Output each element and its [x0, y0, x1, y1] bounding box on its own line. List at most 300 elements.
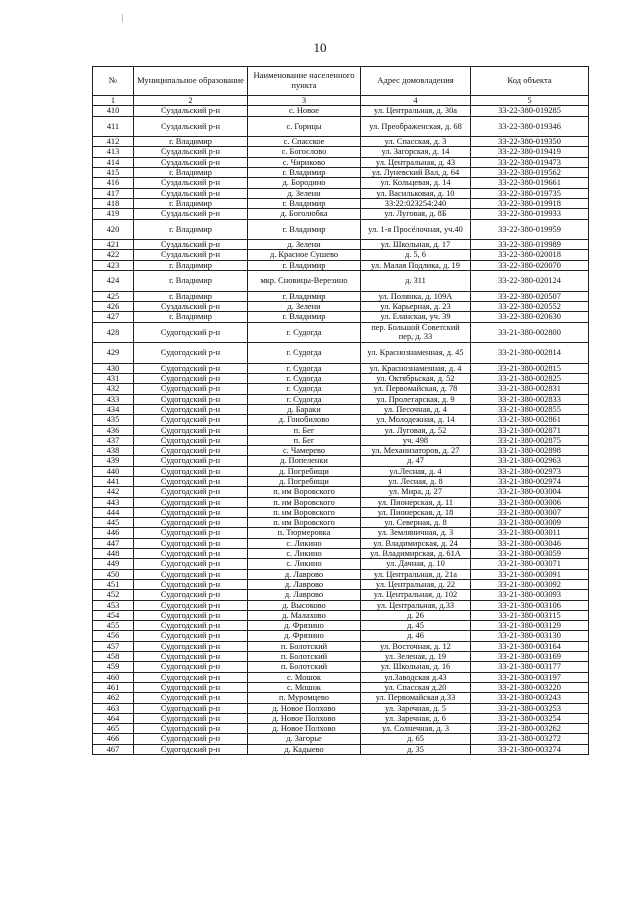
row-settlement: д. Кадыево — [248, 744, 361, 754]
row-number: 413 — [93, 147, 134, 157]
row-address: ул. Школьная, д. 16 — [361, 662, 471, 672]
row-settlement: п. им Воровского — [248, 497, 361, 507]
row-number: 416 — [93, 178, 134, 188]
row-settlement: д. Зелени — [248, 240, 361, 250]
row-object-code: 33-21-380-003130 — [471, 631, 589, 641]
row-settlement: с. Горицы — [248, 116, 361, 137]
row-number: 463 — [93, 703, 134, 713]
column-number: 3 — [248, 96, 361, 106]
row-municipality: Судогодский р-н — [134, 384, 248, 394]
row-municipality: Судогодский р-н — [134, 446, 248, 456]
row-settlement: п. Бег — [248, 425, 361, 435]
column-number: 4 — [361, 96, 471, 106]
row-address: пер. Большой Советский пер, д. 33 — [361, 322, 471, 343]
row-address: ул.Заводская д.43 — [361, 672, 471, 682]
row-object-code: 33-21-380-003046 — [471, 538, 589, 548]
row-address: ул. Центральная, д. 102 — [361, 590, 471, 600]
row-number: 412 — [93, 137, 134, 147]
row-municipality: Судогодский р-н — [134, 528, 248, 538]
row-number: 433 — [93, 394, 134, 404]
row-address: ул. Загорская, д. 14 — [361, 147, 471, 157]
registry-table — [92, 66, 589, 755]
row-object-code: 33-21-380-003009 — [471, 518, 589, 528]
row-municipality: Судогодский р-н — [134, 435, 248, 445]
row-address: ул. Первомайская, д. 78 — [361, 384, 471, 394]
row-number: 457 — [93, 641, 134, 651]
row-settlement: г. Судогда — [248, 384, 361, 394]
row-settlement: д. Красное Сушево — [248, 250, 361, 260]
row-address: ул. Еланская, уч. 39 — [361, 312, 471, 322]
table-row — [93, 559, 589, 569]
row-address: ул. Центральная, д. 21а — [361, 569, 471, 579]
row-object-code: 33-21-380-003262 — [471, 724, 589, 734]
row-address: ул. Луневский Вал, д. 64 — [361, 168, 471, 178]
row-municipality: г. Владимир — [134, 219, 248, 240]
row-settlement: п. Болотский — [248, 641, 361, 651]
row-address: ул. Спасская д.20 — [361, 682, 471, 692]
row-object-code: 33-21-380-003007 — [471, 507, 589, 517]
table-header — [93, 67, 589, 106]
row-settlement: д. Фрязино — [248, 621, 361, 631]
row-municipality: г. Владимир — [134, 260, 248, 270]
row-settlement: д. Зелени — [248, 301, 361, 311]
row-settlement: д. Погребищи — [248, 466, 361, 476]
row-address: 33:22:023254:240 — [361, 198, 471, 208]
table-row — [93, 116, 589, 137]
row-settlement: г. Владимир — [248, 168, 361, 178]
row-number: 429 — [93, 343, 134, 364]
row-object-code: 33-22-380-019473 — [471, 157, 589, 167]
row-object-code: 33-22-380-019661 — [471, 178, 589, 188]
row-settlement: г. Владимир — [248, 291, 361, 301]
row-municipality: Судогодский р-н — [134, 507, 248, 517]
row-settlement: д. Бородино — [248, 178, 361, 188]
table-row — [93, 157, 589, 167]
row-object-code: 33-21-380-002973 — [471, 466, 589, 476]
row-address: ул. Центральная, д.33 — [361, 600, 471, 610]
row-settlement: п. им Воровского — [248, 487, 361, 497]
row-number: 449 — [93, 559, 134, 569]
row-object-code: 33-21-380-003106 — [471, 600, 589, 610]
row-settlement: г. Владимир — [248, 219, 361, 240]
row-settlement: с. Чамерево — [248, 446, 361, 456]
row-municipality: Суздальский р-н — [134, 250, 248, 260]
row-number: 431 — [93, 374, 134, 384]
row-address: ул. Солнечная, д. 3 — [361, 724, 471, 734]
row-address: д. 65 — [361, 734, 471, 744]
row-municipality: Суздальский р-н — [134, 301, 248, 311]
row-address: ул. Владимирская, д. 24 — [361, 538, 471, 548]
row-municipality: Судогодский р-н — [134, 569, 248, 579]
row-address: д. 5, 6 — [361, 250, 471, 260]
row-address: ул. Молодежная, д. 14 — [361, 415, 471, 425]
table-row — [93, 404, 589, 414]
table-row — [93, 137, 589, 147]
row-number: 426 — [93, 301, 134, 311]
table-row — [93, 168, 589, 178]
row-object-code: 33-21-380-003129 — [471, 621, 589, 631]
row-municipality: Судогодский р-н — [134, 641, 248, 651]
row-municipality: Суздальский р-н — [134, 178, 248, 188]
row-object-code: 33-22-380-019346 — [471, 116, 589, 137]
row-object-code: 33-21-380-003272 — [471, 734, 589, 744]
table-row — [93, 713, 589, 723]
table-row — [93, 106, 589, 116]
row-object-code: 33-21-380-003093 — [471, 590, 589, 600]
row-object-code: 33-21-380-003274 — [471, 744, 589, 754]
row-object-code: 33-22-380-019989 — [471, 240, 589, 250]
row-object-code: 33-21-380-002855 — [471, 404, 589, 414]
row-number: 445 — [93, 518, 134, 528]
column-number: 2 — [134, 96, 248, 106]
row-number: 464 — [93, 713, 134, 723]
row-municipality: Суздальский р-н — [134, 188, 248, 198]
row-address: ул. Заречная, д. 6 — [361, 713, 471, 723]
table-row — [93, 476, 589, 486]
table-row — [93, 425, 589, 435]
row-number: 446 — [93, 528, 134, 538]
header-number: № — [93, 67, 134, 96]
row-number: 411 — [93, 116, 134, 137]
row-number: 434 — [93, 404, 134, 414]
row-address: уч. 498 — [361, 435, 471, 445]
row-object-code: 33-21-380-003004 — [471, 487, 589, 497]
row-municipality: г. Владимир — [134, 271, 248, 292]
table-row — [93, 322, 589, 343]
row-address: д. 311 — [361, 271, 471, 292]
row-settlement: п. Тюрмеровка — [248, 528, 361, 538]
row-settlement: д. Лаврово — [248, 579, 361, 589]
table-row — [93, 250, 589, 260]
row-number: 415 — [93, 168, 134, 178]
row-settlement: д. Малахово — [248, 610, 361, 620]
table-row — [93, 291, 589, 301]
row-number: 421 — [93, 240, 134, 250]
row-number: 423 — [93, 260, 134, 270]
table-row — [93, 188, 589, 198]
table-row — [93, 178, 589, 188]
row-settlement: с. Ликино — [248, 559, 361, 569]
row-object-code: 33-21-380-002833 — [471, 394, 589, 404]
row-number: 451 — [93, 579, 134, 589]
row-municipality: Суздальский р-н — [134, 147, 248, 157]
row-municipality: Судогодский р-н — [134, 518, 248, 528]
row-address: ул. Школьная, д. 17 — [361, 240, 471, 250]
row-address: ул. Пионерская, д. 11 — [361, 497, 471, 507]
row-settlement: с. Спасское — [248, 137, 361, 147]
table-row — [93, 219, 589, 240]
row-municipality: Судогодский р-н — [134, 703, 248, 713]
row-settlement: д. Лаврово — [248, 590, 361, 600]
row-object-code: 33-21-380-003220 — [471, 682, 589, 692]
row-object-code: 33-22-380-019918 — [471, 198, 589, 208]
row-address: ул. Центральная, д. 43 — [361, 157, 471, 167]
row-settlement: п. Болотский — [248, 652, 361, 662]
row-number: 466 — [93, 734, 134, 744]
table-row — [93, 487, 589, 497]
table-row — [93, 724, 589, 734]
row-number: 447 — [93, 538, 134, 548]
table-row — [93, 374, 589, 384]
row-object-code: 33-22-380-019735 — [471, 188, 589, 198]
row-number: 419 — [93, 209, 134, 219]
row-object-code: 33-21-380-003164 — [471, 641, 589, 651]
table-row — [93, 147, 589, 157]
row-number: 438 — [93, 446, 134, 456]
row-object-code: 33-21-380-002963 — [471, 456, 589, 466]
row-number: 440 — [93, 466, 134, 476]
row-address: ул.Лесная, д. 4 — [361, 466, 471, 476]
row-number: 462 — [93, 693, 134, 703]
row-object-code: 33-21-380-003006 — [471, 497, 589, 507]
row-municipality: г. Владимир — [134, 168, 248, 178]
table-row — [93, 693, 589, 703]
row-object-code: 33-22-380-020630 — [471, 312, 589, 322]
row-settlement: п. Бег — [248, 435, 361, 445]
row-address: ул. Пролетарская, д. 9 — [361, 394, 471, 404]
header-municipality: Муниципальное образование — [134, 67, 248, 96]
row-municipality: Судогодский р-н — [134, 343, 248, 364]
row-address: д. 26 — [361, 610, 471, 620]
row-municipality: Судогодский р-н — [134, 363, 248, 373]
table-row — [93, 446, 589, 456]
row-address: д. 35 — [361, 744, 471, 754]
table-row — [93, 466, 589, 476]
row-number: 418 — [93, 198, 134, 208]
row-address: ул. Лесная, д. 8 — [361, 476, 471, 486]
row-municipality: Судогодский р-н — [134, 744, 248, 754]
row-municipality: Судогодский р-н — [134, 610, 248, 620]
table-row — [93, 641, 589, 651]
table-row — [93, 435, 589, 445]
row-number: 459 — [93, 662, 134, 672]
table-body — [93, 106, 589, 755]
row-address: ул. Северная, д. 8 — [361, 518, 471, 528]
table-row — [93, 240, 589, 250]
row-number: 414 — [93, 157, 134, 167]
row-object-code: 33-22-380-019562 — [471, 168, 589, 178]
row-municipality: Судогодский р-н — [134, 590, 248, 600]
table-row — [93, 363, 589, 373]
row-settlement: с. Богослово — [248, 147, 361, 157]
table-row — [93, 538, 589, 548]
row-settlement: д. Гонобилово — [248, 415, 361, 425]
row-settlement: г. Владимир — [248, 260, 361, 270]
row-address: д. 45 — [361, 621, 471, 631]
row-object-code: 33-21-380-003197 — [471, 672, 589, 682]
column-number: 1 — [93, 96, 134, 106]
row-municipality: Судогодский р-н — [134, 631, 248, 641]
row-object-code: 33-21-380-002974 — [471, 476, 589, 486]
row-address: ул. Земляничная, д. 3 — [361, 528, 471, 538]
header-address: Адрес домовладения — [361, 67, 471, 96]
row-number: 430 — [93, 363, 134, 373]
row-number: 427 — [93, 312, 134, 322]
row-municipality: Суздальский р-н — [134, 106, 248, 116]
table-row — [93, 672, 589, 682]
table-row — [93, 312, 589, 322]
row-object-code: 33-21-380-002871 — [471, 425, 589, 435]
row-municipality: Судогодский р-н — [134, 466, 248, 476]
row-settlement: г. Судогда — [248, 374, 361, 384]
row-settlement: г. Судогда — [248, 363, 361, 373]
row-number: 410 — [93, 106, 134, 116]
row-address: ул. Центральная, д. 30а — [361, 106, 471, 116]
row-number: 422 — [93, 250, 134, 260]
row-address: ул. Краснознаменная, д. 4 — [361, 363, 471, 373]
row-number: 467 — [93, 744, 134, 754]
scan-margin-mark — [122, 14, 123, 22]
row-object-code: 33-21-380-002861 — [471, 415, 589, 425]
row-number: 424 — [93, 271, 134, 292]
row-number: 441 — [93, 476, 134, 486]
column-number: 5 — [471, 96, 589, 106]
row-settlement: с. Ликино — [248, 538, 361, 548]
table-row — [93, 271, 589, 292]
row-settlement: г. Судогда — [248, 322, 361, 343]
row-settlement: г. Судогда — [248, 394, 361, 404]
row-object-code: 33-21-380-003059 — [471, 549, 589, 559]
row-object-code: 33-22-380-019350 — [471, 137, 589, 147]
header-settlement: Наименование населенного пункта — [248, 67, 361, 96]
table-row — [93, 456, 589, 466]
row-municipality: Суздальский р-н — [134, 116, 248, 137]
row-number: 428 — [93, 322, 134, 343]
table-row — [93, 518, 589, 528]
row-settlement: д. Загорье — [248, 734, 361, 744]
row-number: 437 — [93, 435, 134, 445]
row-address: ул. Заречная, д. 5 — [361, 703, 471, 713]
table-row — [93, 631, 589, 641]
table-row — [93, 394, 589, 404]
row-municipality: Суздальский р-н — [134, 240, 248, 250]
row-address: ул. Центральная, д. 22 — [361, 579, 471, 589]
row-municipality: Судогодский р-н — [134, 374, 248, 384]
row-object-code: 33-22-380-020018 — [471, 250, 589, 260]
row-municipality: Судогодский р-н — [134, 487, 248, 497]
row-settlement: с. Мошок — [248, 672, 361, 682]
row-object-code: 33-21-380-003253 — [471, 703, 589, 713]
row-object-code: 33-21-380-002831 — [471, 384, 589, 394]
row-municipality: Судогодский р-н — [134, 652, 248, 662]
row-municipality: Суздальский р-н — [134, 157, 248, 167]
row-settlement: п. Муромцево — [248, 693, 361, 703]
table-row — [93, 549, 589, 559]
row-settlement: с. Мошок — [248, 682, 361, 692]
row-object-code: 33-21-380-003169 — [471, 652, 589, 662]
row-municipality: Судогодский р-н — [134, 456, 248, 466]
row-municipality: Суздальский р-н — [134, 209, 248, 219]
row-address: ул. Краснознаменная, д. 45 — [361, 343, 471, 364]
row-municipality: Судогодский р-н — [134, 724, 248, 734]
row-address: ул. Полянка, д. 109А — [361, 291, 471, 301]
row-number: 455 — [93, 621, 134, 631]
row-settlement: с. Чириково — [248, 157, 361, 167]
row-address: ул. Первомайская д.33 — [361, 693, 471, 703]
table-row — [93, 497, 589, 507]
row-municipality: Судогодский р-н — [134, 579, 248, 589]
row-address: ул. Луговая, д. 52 — [361, 425, 471, 435]
row-municipality: Судогодский р-н — [134, 538, 248, 548]
row-number: 432 — [93, 384, 134, 394]
row-object-code: 33-22-380-019285 — [471, 106, 589, 116]
table-row — [93, 652, 589, 662]
row-number: 425 — [93, 291, 134, 301]
row-municipality: Судогодский р-н — [134, 662, 248, 672]
row-municipality: Судогодский р-н — [134, 600, 248, 610]
table-row — [93, 260, 589, 270]
row-object-code: 33-21-380-002825 — [471, 374, 589, 384]
row-settlement: д. Новое Полхово — [248, 703, 361, 713]
row-settlement: д. Лаврово — [248, 569, 361, 579]
row-object-code: 33-22-380-019959 — [471, 219, 589, 240]
row-address: ул. Кольцевая, д. 14 — [361, 178, 471, 188]
table-row — [93, 569, 589, 579]
table-row — [93, 198, 589, 208]
row-number: 435 — [93, 415, 134, 425]
row-address: ул. Преображенская, д. 68 — [361, 116, 471, 137]
table-row — [93, 744, 589, 754]
row-number: 444 — [93, 507, 134, 517]
row-number: 450 — [93, 569, 134, 579]
row-address: ул. Владимирская, д. 61А — [361, 549, 471, 559]
column-number-row — [93, 96, 589, 106]
row-settlement: д. Фрязино — [248, 631, 361, 641]
row-address: ул. Механизаторов, д. 27 — [361, 446, 471, 456]
row-object-code: 33-21-380-003092 — [471, 579, 589, 589]
header-object-code: Код объекта — [471, 67, 589, 96]
row-object-code: 33-21-380-002875 — [471, 435, 589, 445]
row-settlement: п. им Воровского — [248, 518, 361, 528]
row-municipality: Судогодский р-н — [134, 621, 248, 631]
row-number: 443 — [93, 497, 134, 507]
row-number: 465 — [93, 724, 134, 734]
row-address: ул. Дачная, д. 10 — [361, 559, 471, 569]
table-row — [93, 682, 589, 692]
table-row — [93, 343, 589, 364]
table-row — [93, 301, 589, 311]
row-object-code: 33-21-380-003011 — [471, 528, 589, 538]
row-settlement: д. Бараки — [248, 404, 361, 414]
row-address: д. 47 — [361, 456, 471, 466]
row-number: 458 — [93, 652, 134, 662]
row-municipality: г. Владимир — [134, 291, 248, 301]
row-municipality: Судогодский р-н — [134, 682, 248, 692]
row-settlement: д. Высоково — [248, 600, 361, 610]
table-row — [93, 590, 589, 600]
row-object-code: 33-22-380-019419 — [471, 147, 589, 157]
row-municipality: Судогодский р-н — [134, 497, 248, 507]
table-row — [93, 209, 589, 219]
row-address: ул. Спасская, д. 3 — [361, 137, 471, 147]
row-settlement: д. Зелени — [248, 188, 361, 198]
row-municipality: Судогодский р-н — [134, 476, 248, 486]
row-object-code: 33-22-380-020507 — [471, 291, 589, 301]
row-address: ул. Зеленая, д. 19 — [361, 652, 471, 662]
row-object-code: 33-21-380-003243 — [471, 693, 589, 703]
row-municipality: Судогодский р-н — [134, 713, 248, 723]
row-number: 439 — [93, 456, 134, 466]
row-municipality: Судогодский р-н — [134, 559, 248, 569]
row-settlement: с. Ликино — [248, 549, 361, 559]
row-settlement: д. Новое Полхово — [248, 724, 361, 734]
row-municipality: Судогодский р-н — [134, 322, 248, 343]
row-municipality: г. Владимир — [134, 312, 248, 322]
row-number: 420 — [93, 219, 134, 240]
table-row — [93, 703, 589, 713]
row-municipality: Судогодский р-н — [134, 415, 248, 425]
row-address: ул. Мира, д. 27 — [361, 487, 471, 497]
